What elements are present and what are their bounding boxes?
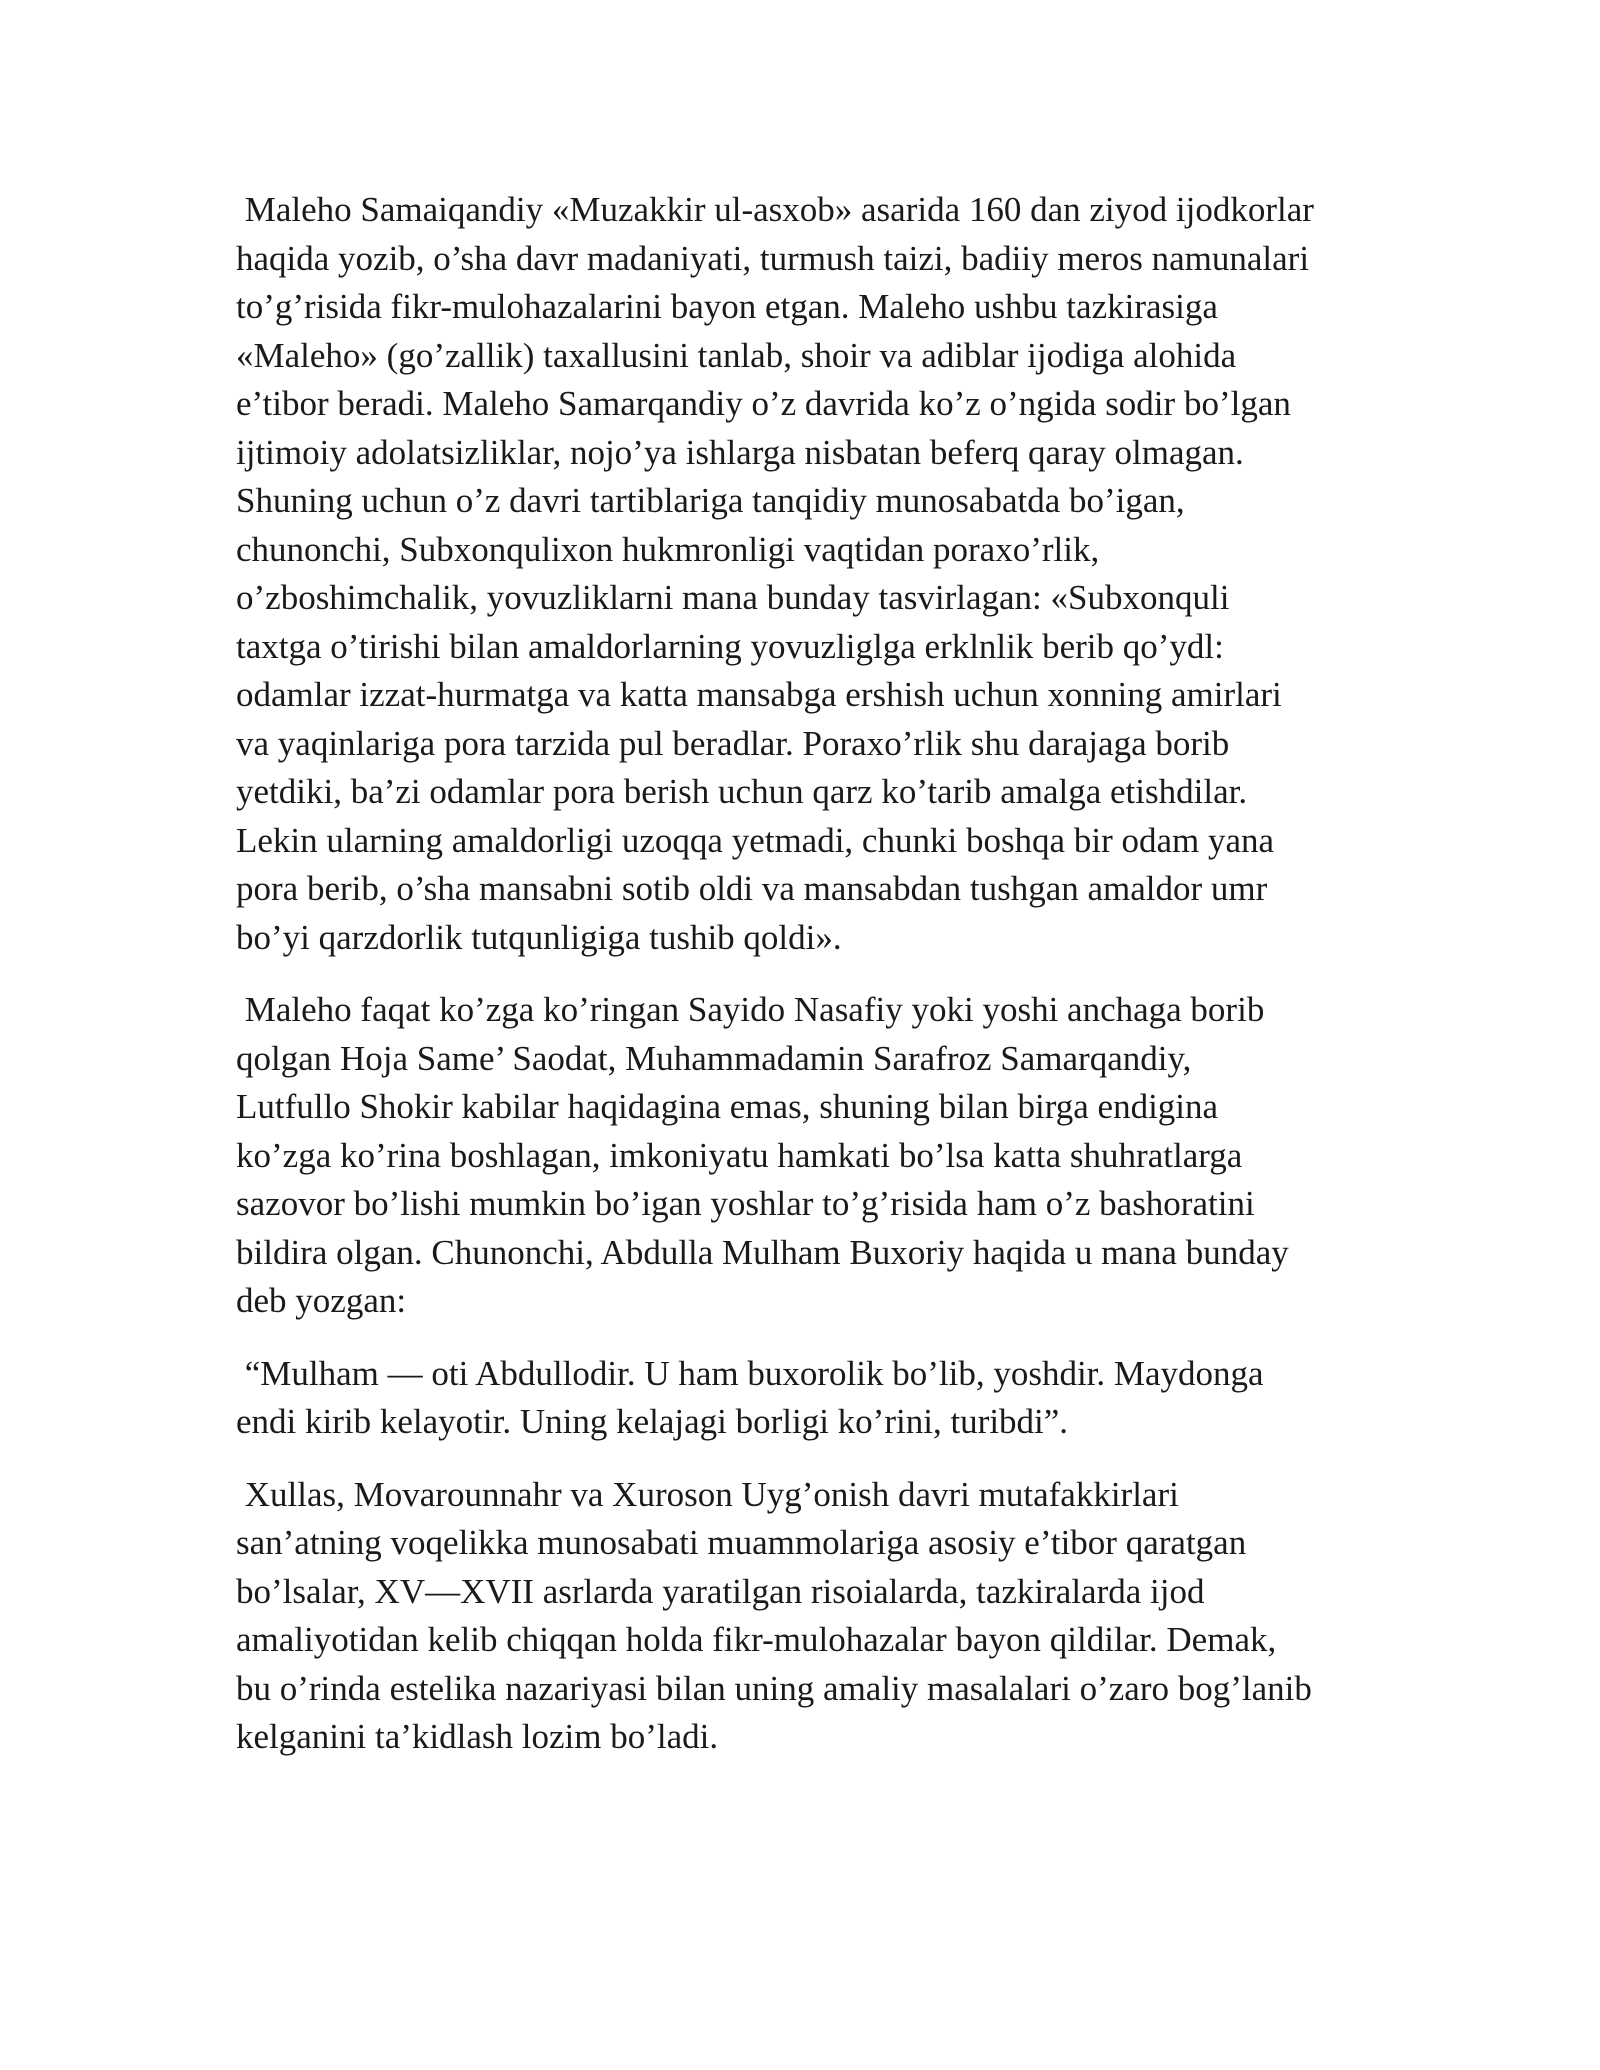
text-line: ijtimoiy adolatsizliklar, nojo’ya ishlarga nisbatan beferq qaray olmagan.: [236, 432, 1244, 472]
text-line: kelganini ta’kidlash lozim bo’ladi.: [236, 1717, 719, 1756]
text-line: bo’lsalar, XV—XVII asrlarda yaratilgan risoialarda, tazkiralarda ijod: [236, 1571, 1205, 1611]
text-line: sazovor bo’lishi mumkin bo’igan yoshlar to’g’risida ham o’z bashoratini: [236, 1184, 1255, 1223]
paragraph-mulham-quote: [236, 1350, 1376, 1447]
text-line: Shuning uchun o’z davri tartiblariga tanqidiy munosabatda bo’igan,: [236, 481, 1185, 520]
text-line: pora berib, o’sha mansabni sotib oldi va mansabdan tushgan amaldor umr: [236, 869, 1268, 908]
text-line: «Maleho» (go’zallik) taxallusini tanlab, shoir va adiblar ijodiga alohida: [236, 335, 1237, 375]
text-line: deb yozgan:: [236, 1281, 407, 1320]
text-line: chunonchi, Subxonqulixon hukmronligi vaqtidan poraxo’rlik,: [236, 529, 1100, 569]
text-line: ko’zga ko’rina boshlagan, imkoniyatu hamkati bo’lsa katta shuhratlarga: [236, 1135, 1243, 1175]
text-line: e’tibor beradi. Maleho Samarqandiy o’z davrida ko’z o’ngida sodir bo’lgan: [236, 384, 1291, 423]
text-line: odamlar izzat-hurmatga va katta mansabga ershish uchun xonning amirlari: [236, 675, 1282, 714]
text-line: haqida yozib, o’sha davr madaniyati, turmush taizi, badiiy meros namunalari: [236, 238, 1310, 278]
text-line: yetdiki, ba’zi odamlar pora berish uchun qarz ko’tarib amalga etishdilar.: [236, 772, 1248, 811]
text-line: endi kirib kelayotir. Uning kelajagi borligi ko’rini, turibdi”.: [236, 1402, 1069, 1441]
text-line: Lekin ularning amaldorligi uzoqqa yetmadi, chunki boshqa bir odam yana: [236, 820, 1275, 860]
paragraph-maleho-young-poets: [236, 986, 1376, 1326]
text-line: bo’yi qarzdorlik tutqunligiga tushib qoldi».: [236, 917, 842, 957]
text-line: “Mulham — oti Abdullodir. U ham buxorolik bo’lib, yoshdir. Maydonga: [236, 1353, 1264, 1393]
text-line: bildira olgan. Chunonchi, Abdulla Mulham Buxoriy haqida u mana bunday: [236, 1232, 1289, 1272]
paragraph-conclusion: [236, 1471, 1376, 1762]
text-line: qolgan Hoja Same’ Saodat, Muhammadamin Sarafroz Samarqandiy,: [236, 1038, 1192, 1078]
text-line: bu o’rinda estelika nazariyasi bilan uning amaliy masalalari o’zaro bog’lanib: [236, 1668, 1312, 1708]
document-body: [236, 186, 1376, 1786]
text-line: Xullas, Movarounnahr va Xuroson Uyg’onish davri mutafakkirlari: [236, 1474, 1179, 1514]
text-line: to’g’risida fikr-mulohazalarini bayon etgan. Maleho ushbu tazkirasiga: [236, 287, 1218, 326]
text-line: va yaqinlariga pora tarzida pul beradlar. Poraxo’rlik shu darajaga borib: [236, 723, 1230, 763]
text-line: amaliyotidan kelib chiqqan holda fikr-mulohazalar bayon qildilar. Demak,: [236, 1620, 1277, 1659]
text-line: Lutfullo Shokir kabilar haqidagina emas, shuning bilan birga endigina: [236, 1087, 1219, 1126]
text-line: Maleho Samaiqandiy «Muzakkir ul-asxob» asarida 160 dan ziyod ijodkorlar: [236, 190, 1314, 229]
text-line: o’zboshimchalik, yovuzliklarni mana bunday tasvirlagan: «Subxonquli: [236, 578, 1230, 617]
paragraph-maleho-intro: [236, 186, 1376, 962]
text-line: taxtga o’tirishi bilan amaldorlarning yovuzliglga erklnlik berib qo’ydl:: [236, 626, 1224, 666]
text-line: san’atning voqelikka munosabati muammolariga asosiy e’tibor qaratgan: [236, 1523, 1247, 1562]
text-line: Maleho faqat ko’zga ko’ringan Sayido Nasafiy yoki yoshi anchaga borib: [236, 990, 1265, 1029]
